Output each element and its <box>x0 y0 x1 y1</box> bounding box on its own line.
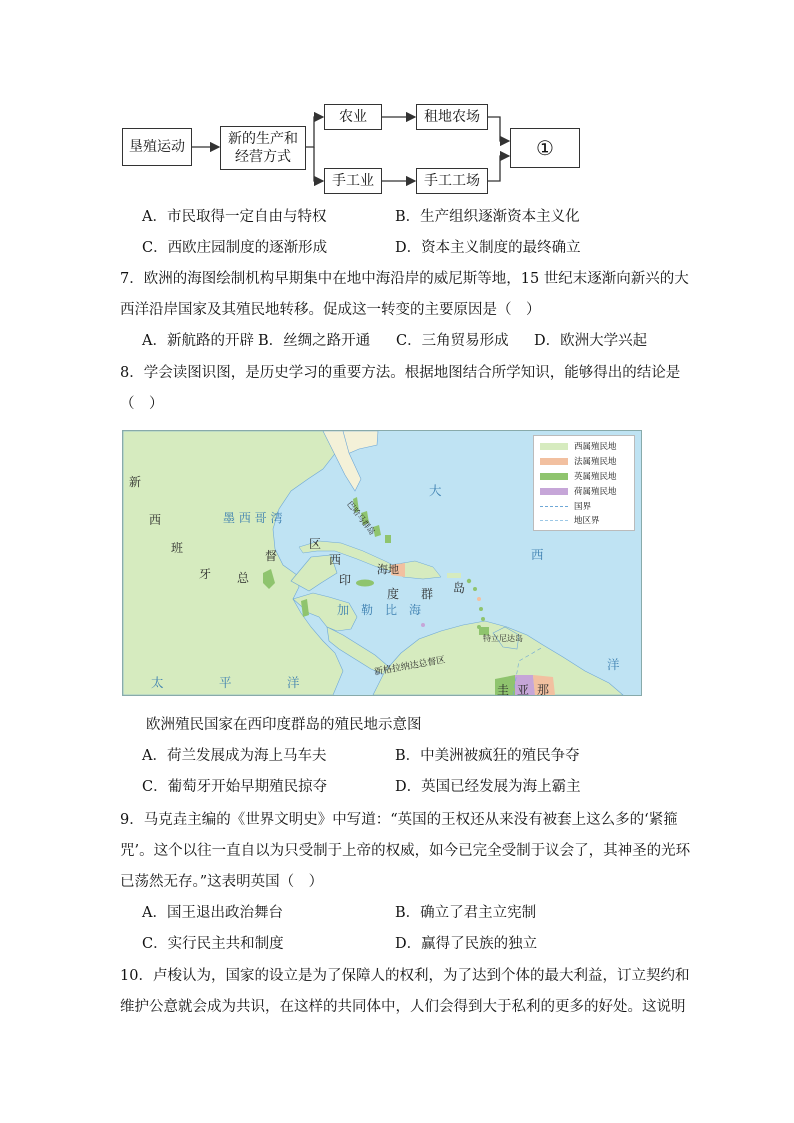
map-label-guiana-3: 那 <box>537 683 550 696</box>
q9-option-b: B．确立了君主立宪制 <box>395 905 537 921</box>
flow-result-text: ① <box>536 136 554 160</box>
legend-swatch-spanish <box>540 443 568 450</box>
q9-option-d: D．赢得了民族的独立 <box>395 936 538 952</box>
q7-option-d: D．欧洲大学兴起 <box>534 333 648 349</box>
flow-start-text: 垦殖运动 <box>129 139 185 155</box>
q8-option-b: B．中美洲被疯狂的殖民争夺 <box>395 748 580 764</box>
q8-option-a: A．荷兰发展成为海上马车夫 <box>142 748 327 764</box>
map-label-new-spain-7: 区 <box>309 537 322 551</box>
map-legend <box>533 435 635 531</box>
q6-option-b: B．生产组织逐渐资本主义化 <box>395 209 580 225</box>
q9-stem-line-1: 9．马克垚主编的《世界文明史》中写道：“英国的王权还从来没有被套上这么多的‘紧箍 <box>120 812 678 828</box>
map-label-west-indies-4: 群 <box>421 587 434 601</box>
q9-stem-line-3: 已荡然无存。”这表明英国（ ） <box>120 874 324 890</box>
flow-arrows <box>0 0 794 220</box>
legend-line-national-border <box>540 506 568 507</box>
map-label-atlantic-2: 西 <box>531 547 544 562</box>
map-label-guiana-1: 圭 <box>497 683 510 696</box>
map-label-new-spain-1: 新 <box>129 475 142 489</box>
map-label-new-spain-3: 班 <box>171 541 184 555</box>
legend-national-border: 国界 <box>574 502 592 512</box>
map-label-gulf-of-mexico: 墨 西 哥 湾 <box>223 511 283 525</box>
flow-top1-text: 农业 <box>339 109 367 125</box>
map-label-caribbean-sea: 加 勒 比 海 <box>337 603 422 617</box>
map-label-west-indies-1: 西 <box>329 553 342 567</box>
map-label-pacific-1: 太 <box>151 675 164 690</box>
map-label-new-spain-5: 总 <box>237 571 250 585</box>
legend-line-region-border <box>540 520 568 521</box>
map-label-pacific-3: 洋 <box>287 675 300 690</box>
map-label-bahamas: 巴哈马群岛 <box>345 499 377 537</box>
map-label-west-indies-5: 岛 <box>453 581 466 595</box>
legend-region-border: 地区界 <box>574 516 600 526</box>
map-caption: 欧洲殖民国家在西印度群岛的殖民地示意图 <box>146 717 422 733</box>
q9-stem-line-2: 咒’。这个以往一直自以为只受制于上帝的权威，如今已完全受制于议会了，其神圣的光环 <box>120 843 691 859</box>
legend-swatch-dutch <box>540 488 568 495</box>
colonial-map <box>122 430 642 696</box>
q10-stem-line-2: 维护公意就会成为共识，在这样的共同体中，人们会得到大于私利的更多的好处。这说明 <box>120 999 686 1015</box>
legend-swatch-french <box>540 458 568 465</box>
q6-option-c: C．西欧庄园制度的逐渐形成 <box>142 240 328 256</box>
q7-stem-line-1: 7．欧洲的海图绘制机构早期集中在地中海沿岸的威尼斯等地，15 世纪末逐渐向新兴的大 <box>120 271 689 287</box>
q8-option-d: D．英国已经发展为海上霸主 <box>395 779 581 795</box>
q7-option-a: A．新航路的开辟 <box>142 333 254 349</box>
map-label-new-spain-6: 督 <box>265 549 278 563</box>
map-label-new-spain-2: 西 <box>149 513 162 527</box>
q8-stem-line-1: 8．学会读图识图，是历史学习的重要方法。根据地图结合所学知识，能够得出的结论是 <box>120 365 681 381</box>
flow-bottom2-text: 手工工场 <box>424 173 480 189</box>
q6-option-a: A．市民取得一定自由与特权 <box>142 209 327 225</box>
map-label-new-spain-4: 牙 <box>199 567 212 581</box>
legend-spanish: 西属殖民地 <box>574 442 617 452</box>
q9-option-a: A．国王退出政治舞台 <box>142 905 283 921</box>
legend-british: 英属殖民地 <box>574 472 617 482</box>
legend-swatch-british <box>540 473 568 480</box>
map-label-west-indies-2: 印 <box>339 573 352 587</box>
legend-dutch: 荷属殖民地 <box>574 487 617 497</box>
q10-stem-line-1: 10．卢梭认为，国家的设立是为了保障人的权利，为了达到个体的最大利益，订立契约和 <box>120 968 690 984</box>
q7-stem-line-2: 西洋沿岸国家及其殖民地转移。促成这一转变的主要原因是（ ） <box>120 302 541 318</box>
map-label-atlantic-3: 洋 <box>607 657 620 672</box>
flow-middle-text-2: 经营方式 <box>235 149 291 165</box>
flow-top2-text: 租地农场 <box>424 109 480 125</box>
map-label-guiana-2: 亚 <box>517 683 530 696</box>
q7-option-b: B．丝绸之路开通 <box>258 333 371 349</box>
map-label-haiti: 海地 <box>377 563 399 576</box>
flow-middle-text-1: 新的生产和 <box>228 131 298 147</box>
q8-stem-line-2: （ ） <box>120 396 164 412</box>
q7-option-c: C．三角贸易形成 <box>396 333 509 349</box>
map-label-trinidad: 特立尼达岛 <box>483 634 523 643</box>
map-label-new-granada: 新格拉纳达总督区 <box>373 655 447 678</box>
map-label-west-indies-3: 度 <box>387 587 400 601</box>
map-label-pacific-2: 平 <box>219 675 232 690</box>
q9-option-c: C．实行民主共和制度 <box>142 936 284 952</box>
map-label-atlantic-1: 大 <box>429 483 442 498</box>
legend-french: 法属殖民地 <box>574 457 617 467</box>
flow-bottom1-text: 手工业 <box>332 173 374 189</box>
q8-option-c: C．葡萄牙开始早期殖民掠夺 <box>142 779 328 795</box>
q6-option-d: D．资本主义制度的最终确立 <box>395 240 581 256</box>
